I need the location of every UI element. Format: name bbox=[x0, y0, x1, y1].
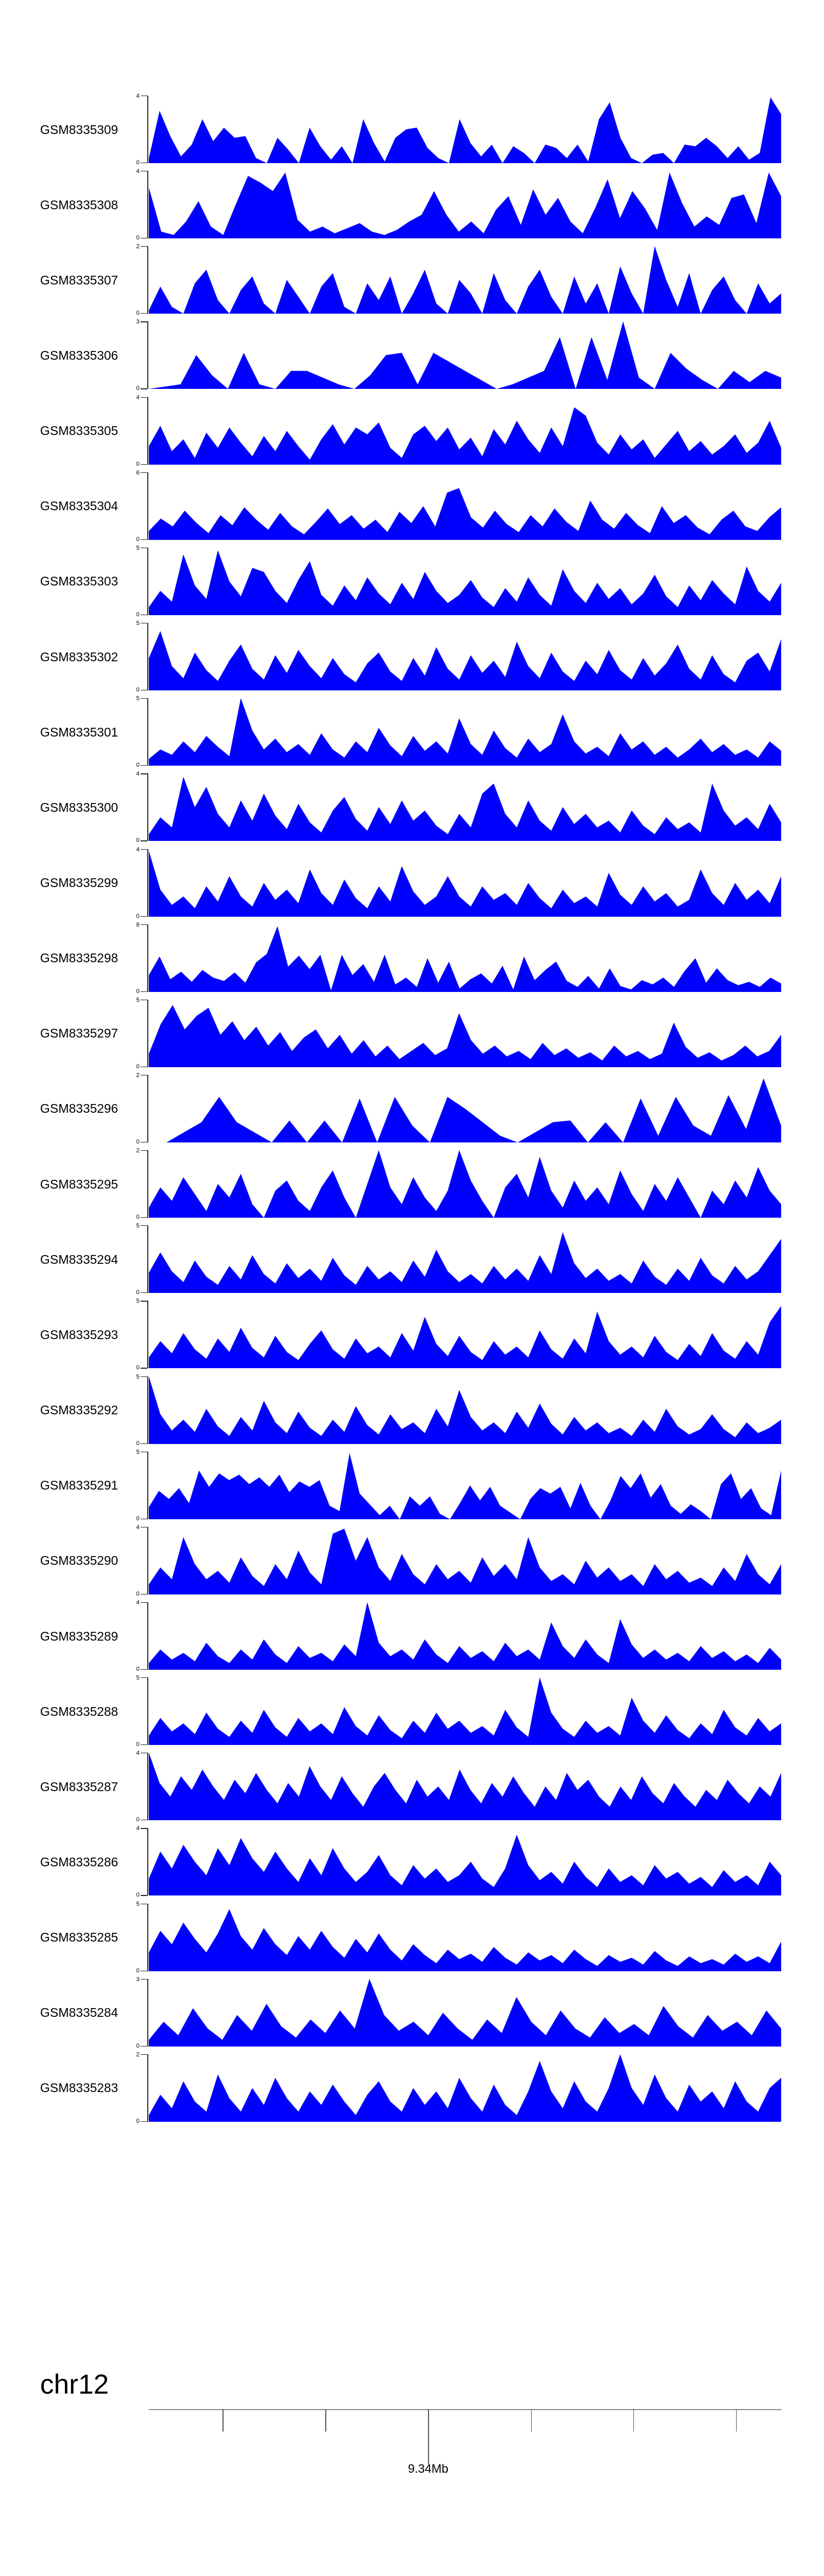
track-label: GSM8335307 bbox=[40, 272, 118, 287]
y-axis-line bbox=[147, 1753, 148, 1820]
coverage-area bbox=[149, 1376, 781, 1444]
y-axis-line bbox=[147, 1677, 148, 1745]
y-axis-max-label: 8 bbox=[136, 921, 140, 928]
y-axis-line bbox=[147, 924, 148, 992]
coverage-area bbox=[149, 1979, 781, 2047]
y-axis-max-label: 4 bbox=[136, 1750, 140, 1757]
y-axis-line bbox=[147, 1979, 148, 2047]
coverage-area-plot bbox=[149, 472, 781, 540]
coverage-area-plot bbox=[149, 698, 781, 766]
y-axis-tick-top bbox=[141, 1602, 147, 1603]
y-axis-tick-bottom bbox=[141, 1217, 147, 1218]
track-row bbox=[0, 1599, 824, 1672]
y-axis-tick-top bbox=[141, 1150, 147, 1151]
track-label: GSM8335299 bbox=[40, 876, 118, 890]
coverage-area-plot bbox=[149, 1225, 781, 1293]
y-axis-min-label: 0 bbox=[136, 460, 140, 467]
coverage-area-plot bbox=[149, 246, 781, 314]
coverage-area bbox=[149, 407, 781, 465]
y-axis-max-label: 2 bbox=[136, 2051, 140, 2058]
y-axis-line bbox=[147, 1075, 148, 1142]
y-axis-max-label: 4 bbox=[136, 93, 140, 99]
track-row bbox=[0, 695, 824, 769]
y-axis-max-label: 2 bbox=[136, 243, 140, 250]
coverage-area bbox=[149, 1078, 781, 1142]
y-axis-max-label: 2 bbox=[136, 1147, 140, 1155]
track-row bbox=[0, 544, 824, 618]
track-row bbox=[0, 1750, 824, 1824]
y-axis-max-label: 4 bbox=[136, 1825, 140, 1832]
track-row bbox=[0, 771, 824, 844]
track-row bbox=[0, 1223, 824, 1296]
y-axis-tick-top bbox=[141, 1225, 147, 1226]
coverage-area bbox=[149, 851, 781, 917]
track-row bbox=[0, 921, 824, 995]
coverage-area-plot bbox=[149, 1376, 781, 1444]
track-row bbox=[0, 1298, 824, 1371]
y-axis-line bbox=[147, 96, 148, 163]
y-axis-tick-top bbox=[141, 1979, 147, 1980]
track-row bbox=[0, 996, 824, 1070]
ruler-tick bbox=[325, 2409, 326, 2432]
track-row bbox=[0, 2051, 824, 2125]
track-row bbox=[0, 168, 824, 242]
y-axis-min-label: 0 bbox=[136, 1364, 140, 1371]
track-row bbox=[0, 1448, 824, 1522]
y-axis-line bbox=[147, 1527, 148, 1594]
track-row bbox=[0, 1825, 824, 1899]
coverage-area-plot bbox=[149, 1301, 781, 1368]
track-label: GSM8335304 bbox=[40, 499, 118, 514]
y-axis-tick-bottom bbox=[141, 1669, 147, 1670]
y-axis-min-label: 0 bbox=[136, 159, 140, 166]
y-axis-line bbox=[147, 397, 148, 465]
y-axis-max-label: 5 bbox=[136, 544, 140, 551]
coverage-area-plot bbox=[149, 1828, 781, 1895]
y-axis-line bbox=[147, 171, 148, 238]
track-row bbox=[0, 319, 824, 392]
coverage-area-plot bbox=[149, 321, 781, 389]
y-axis-min-label: 0 bbox=[136, 912, 140, 919]
y-axis-line bbox=[147, 1452, 148, 1519]
y-axis-tick-bottom bbox=[141, 464, 147, 465]
track-row bbox=[0, 243, 824, 317]
y-axis-min-label: 0 bbox=[136, 1214, 140, 1221]
coverage-area bbox=[149, 1453, 781, 1519]
track-row bbox=[0, 1147, 824, 1221]
coverage-area bbox=[149, 1835, 781, 1896]
y-axis-min-label: 0 bbox=[136, 235, 140, 242]
y-axis-min-label: 0 bbox=[136, 1289, 140, 1296]
y-axis-max-label: 4 bbox=[136, 1599, 140, 1606]
y-axis-tick-top bbox=[141, 472, 147, 473]
y-axis-max-label: 5 bbox=[136, 1223, 140, 1230]
y-axis-line bbox=[147, 548, 148, 615]
coverage-area bbox=[149, 698, 781, 766]
y-axis-tick-top bbox=[141, 397, 147, 398]
y-axis-line bbox=[147, 773, 148, 841]
y-axis-tick-bottom bbox=[141, 916, 147, 917]
y-axis-min-label: 0 bbox=[136, 2042, 140, 2049]
y-axis-tick-bottom bbox=[141, 765, 147, 766]
y-axis-tick-top bbox=[141, 924, 147, 925]
y-axis-max-label: 5 bbox=[136, 1373, 140, 1380]
coverage-area bbox=[149, 321, 781, 389]
ruler-tick bbox=[736, 2409, 737, 2432]
coverage-area-plot bbox=[149, 849, 781, 917]
y-axis-min-label: 0 bbox=[136, 385, 140, 392]
y-axis-tick-bottom bbox=[141, 313, 147, 314]
coverage-area bbox=[149, 926, 781, 992]
chromosome-label: chr12 bbox=[40, 2369, 109, 2400]
track-label: GSM8335290 bbox=[40, 1553, 118, 1568]
track-row bbox=[0, 1524, 824, 1597]
y-axis-line bbox=[147, 1225, 148, 1293]
coverage-area-plot bbox=[149, 1602, 781, 1670]
track-label: GSM8335305 bbox=[40, 423, 118, 438]
track-label: GSM8335287 bbox=[40, 1779, 118, 1794]
track-label: GSM8335289 bbox=[40, 1629, 118, 1643]
y-axis-line bbox=[147, 1301, 148, 1368]
track-label: GSM8335309 bbox=[40, 122, 118, 137]
coverage-area-plot bbox=[149, 623, 781, 690]
y-axis-max-label: 5 bbox=[136, 1448, 140, 1456]
y-axis-max-label: 5 bbox=[136, 1675, 140, 1682]
y-axis-max-label: 3 bbox=[136, 319, 140, 326]
track-row bbox=[0, 1072, 824, 1145]
y-axis-max-label: 5 bbox=[136, 620, 140, 627]
y-axis-min-label: 0 bbox=[136, 611, 140, 618]
y-axis-line bbox=[147, 1602, 148, 1670]
y-axis-max-label: 6 bbox=[136, 469, 140, 476]
coverage-area bbox=[149, 631, 781, 690]
y-axis-tick-bottom bbox=[141, 840, 147, 841]
y-axis-tick-bottom bbox=[141, 1292, 147, 1293]
coverage-area-plot bbox=[149, 1677, 781, 1745]
y-axis-tick-top bbox=[141, 1376, 147, 1377]
track-label: GSM8335302 bbox=[40, 649, 118, 664]
track-label: GSM8335308 bbox=[40, 197, 118, 212]
track-label: GSM8335298 bbox=[40, 951, 118, 966]
y-axis-line bbox=[147, 1000, 148, 1067]
track-row bbox=[0, 1976, 824, 2049]
y-axis-tick-bottom bbox=[141, 388, 147, 389]
track-row bbox=[0, 93, 824, 166]
coverage-area bbox=[149, 1529, 781, 1594]
track-label: GSM8335301 bbox=[40, 724, 118, 739]
y-axis-line bbox=[147, 2054, 148, 2122]
track-row bbox=[0, 846, 824, 919]
track-label: GSM8335292 bbox=[40, 1403, 118, 1418]
position-label: 9.34Mb bbox=[408, 2462, 449, 2475]
coverage-area bbox=[149, 1233, 781, 1293]
track-label: GSM8335303 bbox=[40, 574, 118, 589]
coverage-area bbox=[149, 1753, 781, 1820]
y-axis-max-label: 4 bbox=[136, 771, 140, 778]
track-row bbox=[0, 1373, 824, 1447]
y-axis-min-label: 0 bbox=[136, 1666, 140, 1672]
y-axis-tick-top bbox=[141, 321, 147, 322]
coverage-area bbox=[149, 488, 781, 539]
y-axis-min-label: 0 bbox=[136, 687, 140, 694]
y-axis-tick-top bbox=[141, 773, 147, 774]
coverage-area bbox=[149, 1677, 781, 1745]
coverage-area-plot bbox=[149, 2054, 781, 2122]
y-axis-line bbox=[147, 1376, 148, 1444]
y-axis-max-label: 4 bbox=[136, 846, 140, 853]
coverage-area bbox=[149, 172, 781, 238]
y-axis-tick-bottom bbox=[141, 2121, 147, 2122]
track-label: GSM8335286 bbox=[40, 1854, 118, 1869]
y-axis-max-label: 4 bbox=[136, 394, 140, 401]
y-axis-line bbox=[147, 246, 148, 314]
track-row bbox=[0, 1900, 824, 1974]
y-axis-min-label: 0 bbox=[136, 536, 140, 543]
y-axis-line bbox=[147, 472, 148, 540]
y-axis-tick-top bbox=[141, 2054, 147, 2055]
coverage-area-plot bbox=[149, 924, 781, 992]
coverage-area-plot bbox=[149, 1000, 781, 1067]
y-axis-line bbox=[147, 321, 148, 389]
track-label: GSM8335296 bbox=[40, 1101, 118, 1116]
y-axis-tick-bottom bbox=[141, 539, 147, 540]
coverage-area-plot bbox=[149, 548, 781, 615]
y-axis-line bbox=[147, 1904, 148, 1971]
track-label: GSM8335306 bbox=[40, 348, 118, 363]
y-axis-min-label: 0 bbox=[136, 2117, 140, 2125]
track-label: GSM8335297 bbox=[40, 1026, 118, 1041]
coverage-area bbox=[149, 1602, 781, 1670]
track-label: GSM8335284 bbox=[40, 2005, 118, 2020]
coverage-area bbox=[149, 97, 781, 163]
track-label: GSM8335293 bbox=[40, 1327, 118, 1342]
ruler-tick bbox=[531, 2409, 532, 2432]
y-axis-tick-top bbox=[141, 246, 147, 247]
coverage-area bbox=[149, 1005, 781, 1067]
y-axis-min-label: 0 bbox=[136, 1741, 140, 1748]
coverage-area bbox=[149, 246, 781, 314]
y-axis-min-label: 0 bbox=[136, 1440, 140, 1447]
coverage-area bbox=[149, 550, 781, 615]
coverage-area-plot bbox=[149, 1753, 781, 1820]
y-axis-max-label: 5 bbox=[136, 996, 140, 1003]
y-axis-tick-bottom bbox=[141, 1744, 147, 1745]
y-axis-min-label: 0 bbox=[136, 1816, 140, 1824]
coverage-area bbox=[149, 1909, 781, 1971]
coverage-area-plot bbox=[149, 1150, 781, 1218]
y-axis-line bbox=[147, 849, 148, 917]
y-axis-min-label: 0 bbox=[136, 1892, 140, 1899]
track-row bbox=[0, 394, 824, 467]
coverage-area bbox=[149, 1150, 781, 1218]
coverage-area-plot bbox=[149, 1075, 781, 1142]
coverage-area-plot bbox=[149, 96, 781, 163]
y-axis-line bbox=[147, 698, 148, 766]
y-axis-min-label: 0 bbox=[136, 1138, 140, 1145]
coverage-area-plot bbox=[149, 1979, 781, 2047]
track-label: GSM8335294 bbox=[40, 1252, 118, 1267]
coverage-area-plot bbox=[149, 1452, 781, 1519]
track-label: GSM8335285 bbox=[40, 1930, 118, 1945]
track-label: GSM8335300 bbox=[40, 800, 118, 815]
y-axis-min-label: 0 bbox=[136, 988, 140, 995]
y-axis-max-label: 4 bbox=[136, 1524, 140, 1531]
y-axis-tick-bottom bbox=[141, 1443, 147, 1444]
track-row bbox=[0, 469, 824, 543]
y-axis-min-label: 0 bbox=[136, 310, 140, 317]
y-axis-min-label: 0 bbox=[136, 1063, 140, 1070]
ruler-tick bbox=[222, 2409, 224, 2432]
y-axis-tick-top bbox=[141, 1677, 147, 1678]
y-axis-line bbox=[147, 623, 148, 690]
y-axis-max-label: 2 bbox=[136, 1072, 140, 1079]
track-label: GSM8335283 bbox=[40, 2081, 118, 2095]
y-axis-line bbox=[147, 1150, 148, 1218]
coverage-area-plot bbox=[149, 1904, 781, 1971]
coverage-area-plot bbox=[149, 171, 781, 238]
track-row bbox=[0, 620, 824, 694]
y-axis-max-label: 5 bbox=[136, 695, 140, 702]
ruler-axis-line bbox=[149, 2409, 782, 2410]
y-axis-tick-bottom bbox=[141, 991, 147, 992]
y-axis-min-label: 0 bbox=[136, 762, 140, 769]
y-axis-min-label: 0 bbox=[136, 1590, 140, 1597]
y-axis-tick-top bbox=[141, 698, 147, 699]
y-axis-max-label: 3 bbox=[136, 1976, 140, 1983]
coverage-area-plot bbox=[149, 397, 781, 465]
track-label: GSM8335288 bbox=[40, 1704, 118, 1719]
track-row bbox=[0, 1675, 824, 1748]
y-axis-tick-bottom bbox=[141, 2046, 147, 2047]
track-label: GSM8335291 bbox=[40, 1478, 118, 1493]
y-axis-max-label: 5 bbox=[136, 1900, 140, 1908]
y-axis-min-label: 0 bbox=[136, 1967, 140, 1974]
coverage-area bbox=[149, 1306, 781, 1368]
y-axis-min-label: 0 bbox=[136, 1515, 140, 1522]
ruler-tick-labeled bbox=[428, 2409, 429, 2464]
track-label: GSM8335295 bbox=[40, 1177, 118, 1191]
y-axis-tick-top bbox=[141, 849, 147, 850]
y-axis-line bbox=[147, 1828, 148, 1895]
y-axis-max-label: 5 bbox=[136, 1298, 140, 1305]
coverage-area-plot bbox=[149, 1527, 781, 1594]
coverage-area bbox=[149, 2054, 781, 2122]
coverage-area bbox=[149, 777, 781, 841]
ruler-tick bbox=[633, 2409, 634, 2432]
y-axis-max-label: 4 bbox=[136, 168, 140, 175]
coverage-area-plot bbox=[149, 773, 781, 841]
y-axis-min-label: 0 bbox=[136, 837, 140, 844]
